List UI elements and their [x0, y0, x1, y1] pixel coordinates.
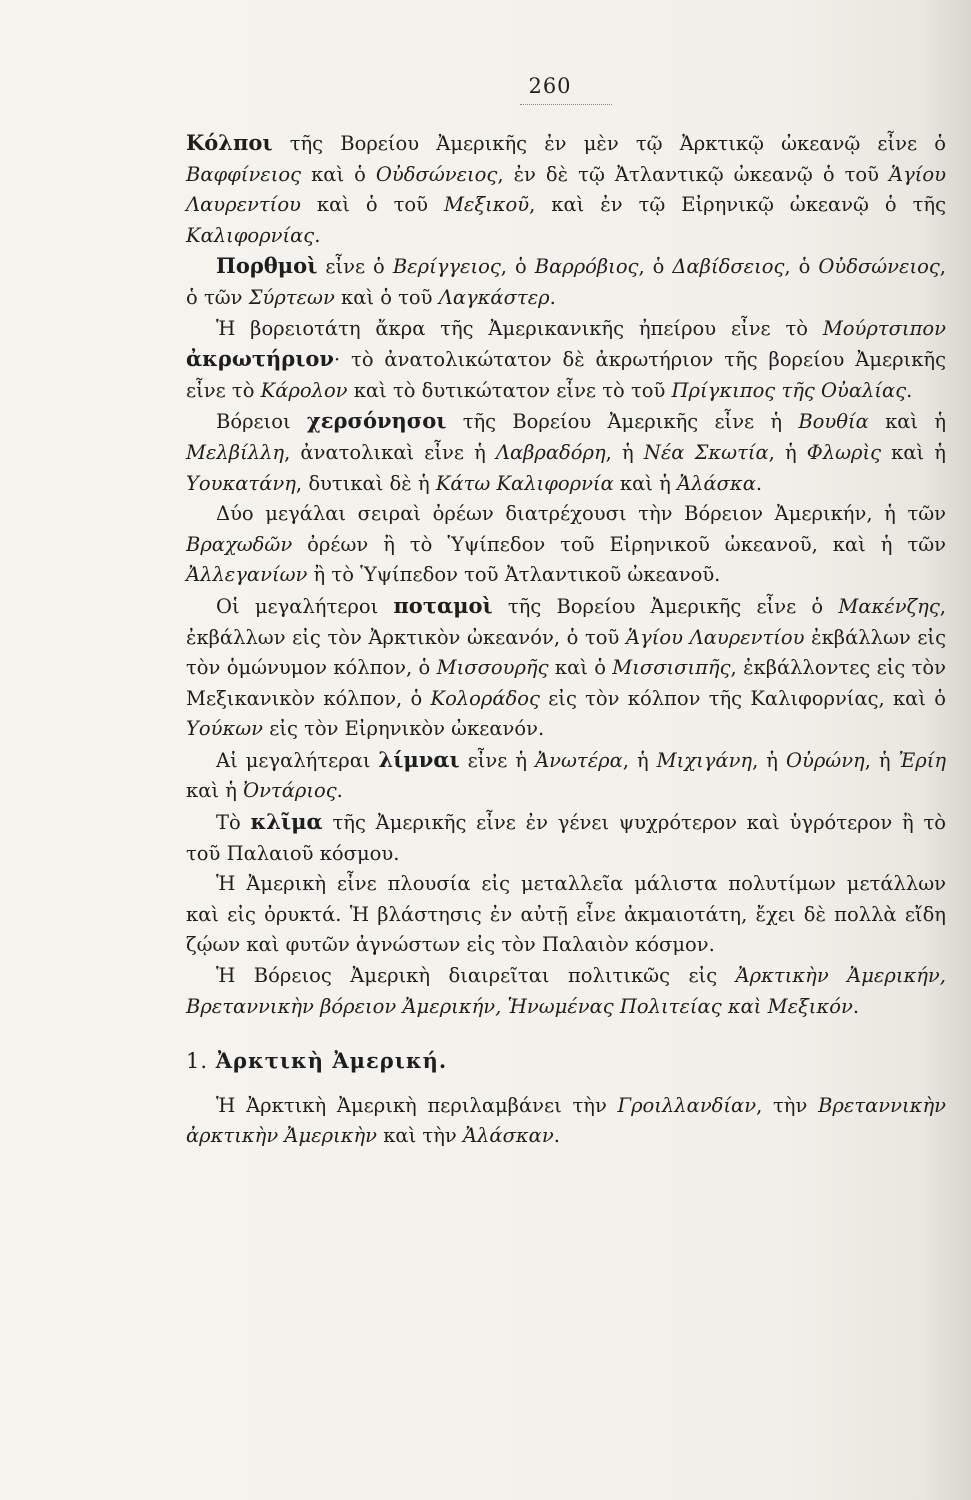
text-run: , καὶ ἐν τῷ Εἰρηνικῷ ὠκεανῷ ὁ τῆς [529, 193, 946, 217]
italic-term: Λαγκάστερ [438, 285, 550, 309]
italic-term: Μισσουρῆς [436, 656, 549, 680]
text-run: ἢ τὸ Ὑψίπεδον τοῦ Ἀτλαντικοῦ ὠκεανοῦ. [307, 563, 721, 587]
italic-term: Νέα Σκωτία [643, 440, 769, 464]
italic-term: Μούρτσιπον [822, 316, 946, 340]
italic-term: Υουκατάνη [186, 471, 296, 495]
italic-term: Καλιφορνίας [186, 223, 315, 247]
italic-term: Βρεταννικὴν ἀρκτικὴν Ἀμερικὴν [186, 1093, 946, 1148]
text-run: καὶ ἡ [881, 440, 946, 464]
text-run: Τὸ [216, 811, 251, 835]
italic-term: Υούκων [186, 717, 264, 741]
text-run: . [549, 285, 556, 309]
text-run: . [314, 223, 321, 247]
text-run: , ὁ [784, 255, 819, 279]
text-run: , ὁ [500, 255, 535, 279]
keyword-term: ἀκρωτήριον [186, 346, 334, 372]
text-run: , ἡ [768, 440, 807, 464]
italic-term: Ἀλάσκα [677, 471, 756, 495]
text-run: , ἡ [864, 748, 899, 772]
paragraph [186, 745, 946, 807]
text-run: , τὴν [756, 1093, 819, 1117]
keyword-term: χερσόνησοι [306, 408, 447, 434]
italic-term: Μεξικοῦ [443, 193, 530, 217]
header-rule [520, 104, 612, 105]
text-run: , ἐν δὲ τῷ Ἀτλαντικῷ ὠκεανῷ ὁ τοῦ [497, 162, 890, 186]
text-run: εἰς τὸν κόλπον τῆς Καλιφορνίας, καὶ ὁ [539, 686, 946, 710]
page-number: 260 [528, 74, 572, 98]
keyword-term: Πορθμοὶ [216, 253, 318, 279]
text-run: εἶνε ἡ [459, 748, 536, 772]
section-title: Ἀρκτικὴ Ἀμερική. [215, 1048, 448, 1074]
italic-term: Λαβραδόρη [495, 440, 606, 464]
italic-term: Βερίγγειος [392, 255, 501, 279]
section-heading [186, 1046, 946, 1077]
text-run: , ἀνατολικαὶ εἶνε ἡ [284, 440, 496, 464]
italic-term: Κολοράδος [430, 686, 540, 710]
text-run: καὶ ὁ [301, 162, 376, 186]
keyword-term: λίμναι [378, 746, 460, 772]
italic-term: Βουθία [798, 410, 869, 434]
text-run: , δυτικαὶ δὲ ἡ [295, 471, 436, 495]
paragraph [186, 251, 946, 313]
text-run: . [336, 779, 343, 803]
text-run: . [755, 471, 763, 495]
italic-term: Δαβίδσειος [672, 255, 785, 279]
text-run: τῆς Ἀμερικῆς εἶνε ἐν γένει ψυχρότερον καὶ ὑγρότερον ἢ τὸ τοῦ Παλαιοῦ κόσμου. [186, 811, 946, 865]
italic-term: Ἁγίου Λαυρεντίου [626, 625, 805, 649]
text-run: καὶ ἡ [186, 779, 244, 803]
paragraphs [186, 128, 946, 1022]
text-run: καὶ τὸ δυτικώτατον εἶνε τὸ τοῦ [347, 378, 672, 402]
italic-term: Κάρολον [260, 378, 348, 402]
paragraph [186, 961, 946, 1022]
italic-term: Οὐδσώνειος [375, 162, 498, 186]
text-run: , ἐκβάλλων εἰς τὸν Ἀρκτικὸν ὠκεανόν, ὁ τοῦ [186, 594, 946, 649]
text-run: · τὸ ἀνατολικώτατον δὲ ἀκρωτήριον τῆς βορείου Ἀμερικῆς εἶνε τὸ [186, 348, 946, 402]
text-run: καὶ ὁ τοῦ [300, 193, 444, 217]
text-run: Δύο μεγάλαι σειραὶ ὀρέων διατρέχουσι τὴν Βόρειον Ἀμερικήν, ἡ τῶν [216, 502, 946, 526]
paragraph [186, 869, 946, 961]
italic-term: Βαρρόβιος [534, 255, 639, 279]
text-run: . [852, 994, 860, 1018]
italic-term: Φλωρὶς [806, 440, 882, 464]
italic-term: Ἀνωτέρα [535, 748, 623, 772]
text-run: , ἡ [605, 440, 644, 464]
italic-term: Ἀρκτικὴν Ἀμερικήν, Βρεταννικὴν βόρειον Ἀμερικήν, Ἡνωμένας Πολιτείας καὶ Μεξικόν [186, 964, 946, 1018]
paragraph [186, 807, 946, 869]
text-run: . [553, 1124, 560, 1148]
text-run: , ὁ τῶν [186, 255, 946, 309]
italic-term: Ἀλάσκαν [462, 1124, 554, 1148]
italic-term: Οὐδσώνειος [818, 255, 940, 279]
text-run: καὶ ὁ [548, 656, 613, 680]
text-run: Βόρειοι [216, 410, 307, 434]
text-run: εἶνε ὁ [317, 255, 393, 279]
italic-term: Μακένζης [838, 594, 940, 618]
text-run: τῆς Βορείου Ἀμερικῆς εἶνε ὁ [492, 594, 839, 618]
text-run: ἐκβάλλων εἰς τὸν ὁμώνυμον κόλπον, ὁ [186, 625, 946, 680]
text-run: Ἡ Βόρειος Ἀμερικὴ διαιρεῖται πολιτικῶς εἰς [216, 964, 736, 988]
paragraph [186, 499, 946, 591]
paragraph [186, 591, 946, 745]
text-run: ὀρέων ἢ τὸ Ὑψίπεδον τοῦ Εἰρηνικοῦ ὠκεανοῦ, καὶ ἡ τῶν [292, 532, 946, 556]
italic-term: Μελβίλλη [186, 440, 285, 464]
italic-term: Μισσισιπῆς [612, 656, 731, 680]
final-paragraph [186, 1091, 946, 1152]
italic-term: Σύρτεων [248, 285, 335, 309]
text-run: καὶ ἡ [868, 410, 946, 434]
keyword-term: κλῖμα [250, 809, 323, 835]
italic-term: Ὀντάριος [243, 779, 337, 803]
text-run: , ἐκβάλλοντες εἰς τὸν Μεξικανικὸν κόλπον, ὁ [186, 656, 947, 710]
italic-term: Ἁγίου Λαυρεντίου [186, 162, 946, 217]
text-run: Αἱ μεγαλήτεραι [216, 748, 379, 772]
text-run: εἰς τὸν Εἰρηνικὸν ὠκεανόν. [263, 717, 545, 741]
body-text [186, 128, 946, 1152]
italic-term: Πρίγκιπος τῆς Οὐαλίας [671, 378, 907, 402]
paragraph [186, 406, 946, 499]
italic-term: Μιχιγάνη [656, 748, 753, 772]
section-number: 1. [186, 1049, 209, 1074]
keyword-term: ποταμοὶ [393, 592, 493, 618]
text-run: καὶ τὴν [377, 1124, 463, 1148]
text-run: Οἱ μεγαλήτεροι [216, 594, 394, 618]
paragraph [186, 314, 946, 407]
paragraph [186, 128, 946, 251]
italic-term: Γροιλλανδίαν [617, 1093, 757, 1117]
text-run: , ἡ [752, 748, 786, 772]
keyword-term: Κόλποι [186, 130, 273, 155]
text-run: Ἡ Ἀμερικὴ εἶνε πλουσία εἰς μεταλλεῖα μάλιστα πολυτίμων μετάλλων καὶ εἰς ὀρυκτά. Ἡ βλάστησις ἐν αὐτῇ εἶνε ἀκμαιοτάτη, ἔχει δὲ πολλὰ εἴδη ζῴων καὶ φυτῶν ἀγνώστων εἰς τὸν Παλαιὸν κόσμον. [186, 872, 946, 957]
italic-term: Ἐρίη [898, 748, 947, 772]
text-run: τῆς Βορείου Ἀμερικῆς ἐν μὲν τῷ Ἀρκτικῷ ὠκεανῷ εἶνε ὁ [272, 132, 946, 155]
italic-term: Κάτω Καλιφορνία [435, 471, 614, 495]
text-run: τῆς Βορείου Ἀμερικῆς εἶνε ἡ [446, 410, 799, 434]
text-run: Ἡ βορειοτάτη ἄκρα τῆς Ἀμερικανικῆς ἠπείρου εἶνε τὸ [216, 316, 823, 340]
italic-term: Βαφφίνειος [186, 162, 302, 186]
text-run: καὶ ὁ τοῦ [334, 285, 439, 309]
italic-term: Βραχωδῶν [186, 532, 293, 556]
text-run: καὶ ἡ [613, 471, 678, 495]
text-run: , ὁ [638, 255, 673, 279]
text-run: . [906, 378, 913, 402]
text-run: , ἡ [622, 748, 657, 772]
text-run: Ἡ Ἀρκτικὴ Ἀμερικὴ περιλαμβάνει τὴν [216, 1093, 618, 1117]
italic-term: Ἀλλεγανίων [186, 563, 308, 587]
italic-term: Οὐρώνη [785, 748, 865, 772]
